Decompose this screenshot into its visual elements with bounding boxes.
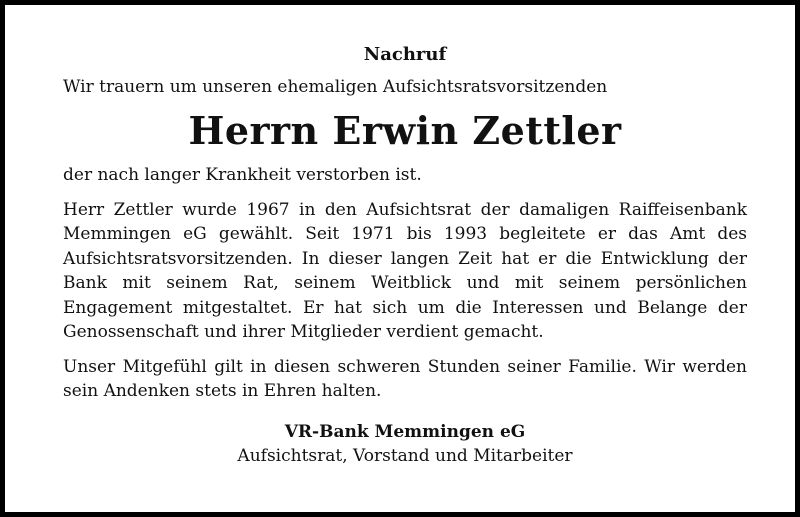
notice-content	[63, 43, 747, 468]
intro-line: Wir trauern um unseren ehemaligen Aufsichtsratsvorsitzenden	[63, 77, 608, 97]
signature-org: VR-Bank Memmingen eG	[284, 421, 526, 442]
deceased-name: Herrn Erwin Zettler	[188, 108, 622, 153]
notice-heading: Nachruf	[363, 44, 447, 65]
signature-block	[63, 420, 747, 468]
passed-line: der nach langer Krankheit verstorben ist.	[63, 165, 422, 185]
condolence-paragraph: Unser Mitgefühl gilt in diesen schweren Stunden seiner Familie. Wir werden sein Andenken stets in Ehren halten.	[63, 356, 747, 401]
biography-paragraph: Herr Zettler wurde 1967 in den Aufsichtsrat der damaligen Raiffeisenbank Memmingen eG gewählt. Seit 1971 bis 1993 begleitete er das Amt des Aufsichtsratsvorsitzenden. In dieser langen Zeit hat er die Entwicklung der Bank mit seinem Rat, seinem Weitblick und mit seinem persönlichen Engagement mitgestaltet. Er hat sich um die Interessen und Belange der Genossenschaft und ihrer Mitglieder verdient gemacht.	[63, 199, 747, 342]
signature-group: Aufsichtsrat, Vorstand und Mitarbeiter	[237, 445, 573, 466]
